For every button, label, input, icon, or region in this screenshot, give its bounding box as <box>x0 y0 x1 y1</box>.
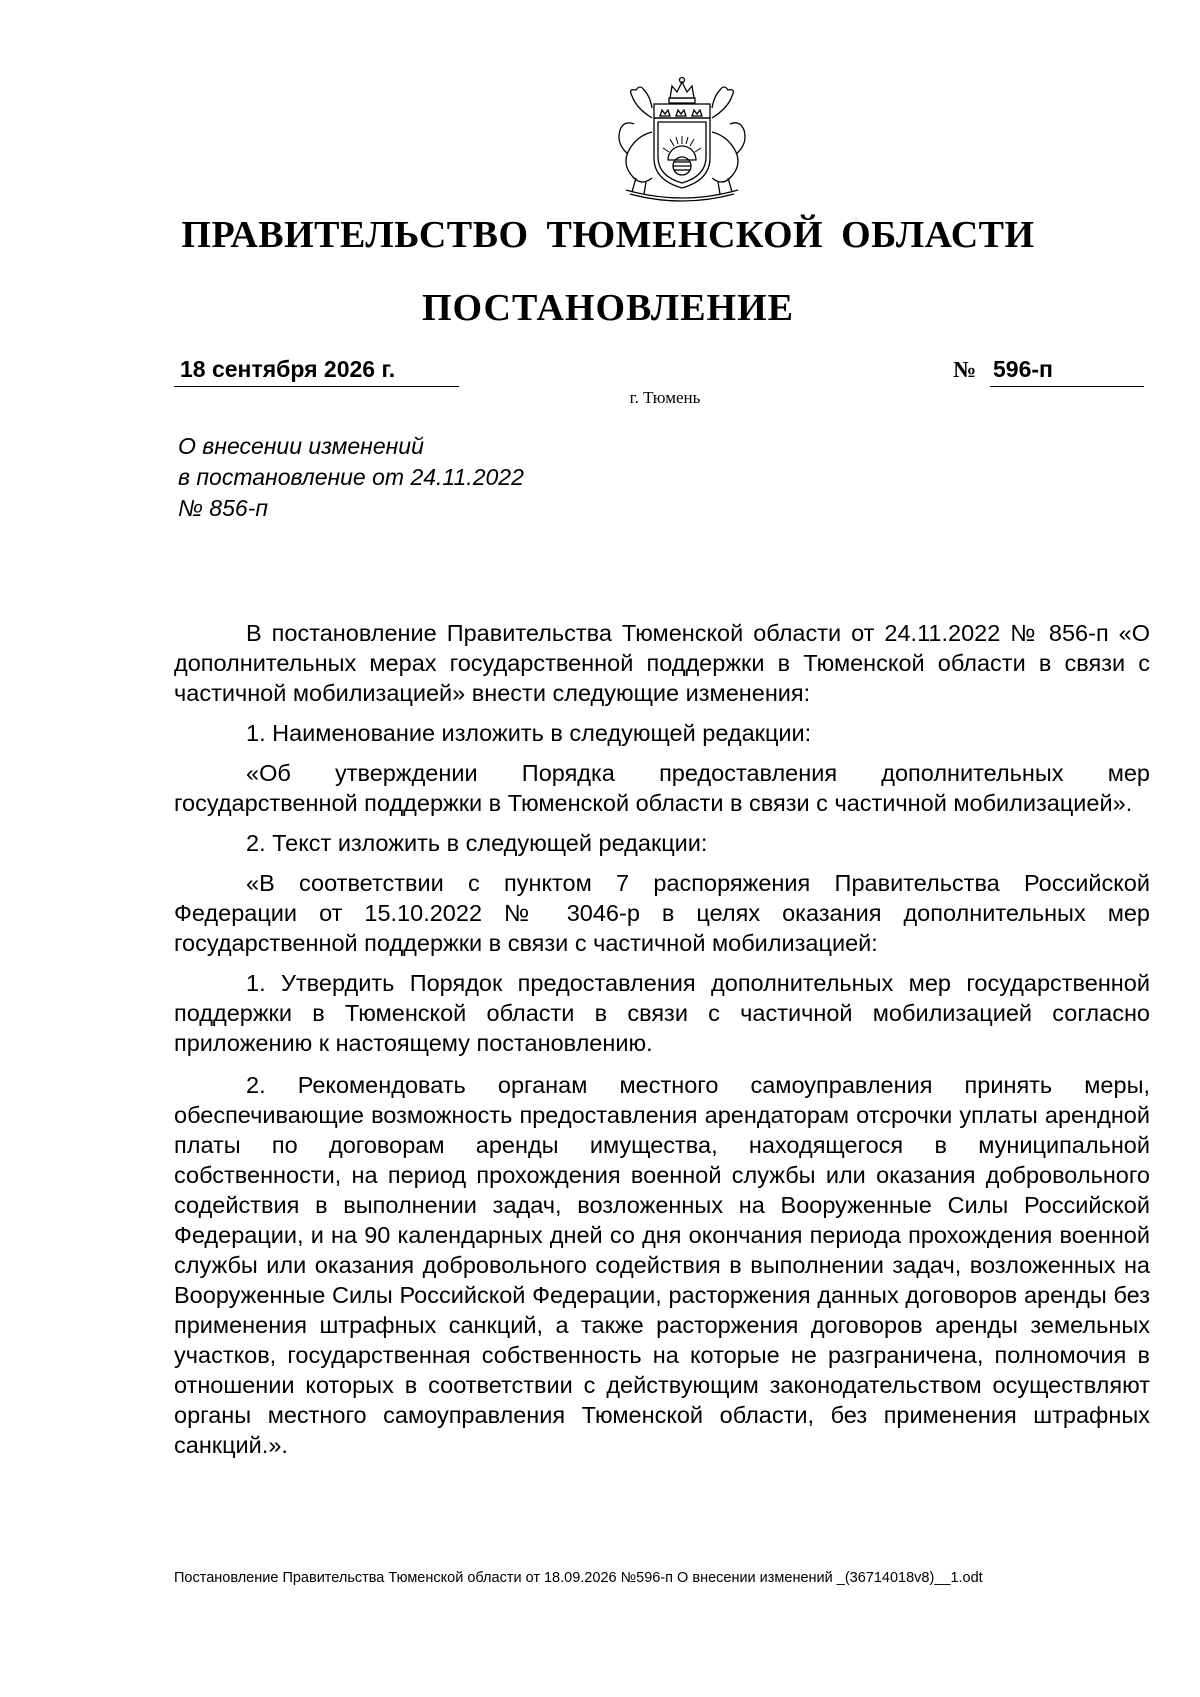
body-paragraph: «Об утверждении Порядка предоставления дополнительных мер государственной поддержки в Тюменской области в связи с частичной мобилизацией». <box>174 760 1150 816</box>
body-paragraph: «В соответствии с пунктом 7 распоряжения Правительства Российской Федерации от 15.10.2022 № 3046-р в целях оказания дополнительных мер государственной поддержки в связи с частичной мобилизацией: <box>174 870 1150 956</box>
document-type: ПОСТАНОВЛЕНИЕ <box>421 287 795 329</box>
document-date: 18 сентября 2026 г. <box>180 356 396 382</box>
subject-line: О внесении изменений <box>178 433 424 459</box>
body-paragraph: В постановление Правительства Тюменской области от 24.11.2022 № 856-п «О дополнительных мерах государственной поддержки в Тюменской области в связи с частичной мобилизацией» внести следующие изменения: <box>174 620 1150 706</box>
document-number: 596-п <box>993 356 1053 382</box>
body-paragraph: 2. Текст изложить в следующей редакции: <box>246 830 708 856</box>
government-title: ПРАВИТЕЛЬСТВО ТЮМЕНСКОЙ ОБЛАСТИ <box>181 214 1035 256</box>
document-footer: Постановление Правительства Тюменской области от 18.09.2026 №596-п О внесении изменений _(36714018v8)__1.odt <box>174 1570 983 1586</box>
body-paragraph: 2. Рекомендовать органам местного самоуправления принять меры, обеспечивающие возможность предоставления арендаторам отсрочки уплаты арендной платы по договорам аренды имущества, находящегося в муниципальной собственности, на период прохождения военной службы или оказания добровольного содействия в выполнении задач, возложенных на Вооруженные Силы Российской Федерации, и на 90 календарных дней со дня окончания периода прохождения военной службы или оказания добровольного содействия в выполнении задач, возложенных на Вооруженные Силы Российской Федерации, расторжения данных договоров аренды без применения штрафных санкций, а также расторжения договоров аренды земельных участков, государственная собственность на которые не разграничена, полномочия в отношении которых в соответствии с действующим законодательством осуществляют органы местного самоуправления Тюменской области, без применения штрафных санкций.». <box>174 1072 1150 1458</box>
subject-line: в постановление от 24.11.2022 <box>178 464 524 490</box>
subject-line: № 856-п <box>178 495 268 521</box>
document-number-field <box>990 356 1144 387</box>
document-subject <box>178 431 678 524</box>
coat-of-arms-icon <box>606 74 758 202</box>
number-label: № <box>953 357 977 382</box>
body-paragraph: 1. Наименование изложить в следующей редакции: <box>246 720 812 746</box>
body-paragraph: 1. Утвердить Порядок предоставления дополнительных мер государственной поддержки в Тюменской области в связи с частичной мобилизацией согласно приложению к настоящему постановлению. <box>174 970 1150 1056</box>
document-date-field <box>174 356 459 387</box>
document-body <box>174 618 1150 1460</box>
city: г. Тюмень <box>629 388 701 407</box>
